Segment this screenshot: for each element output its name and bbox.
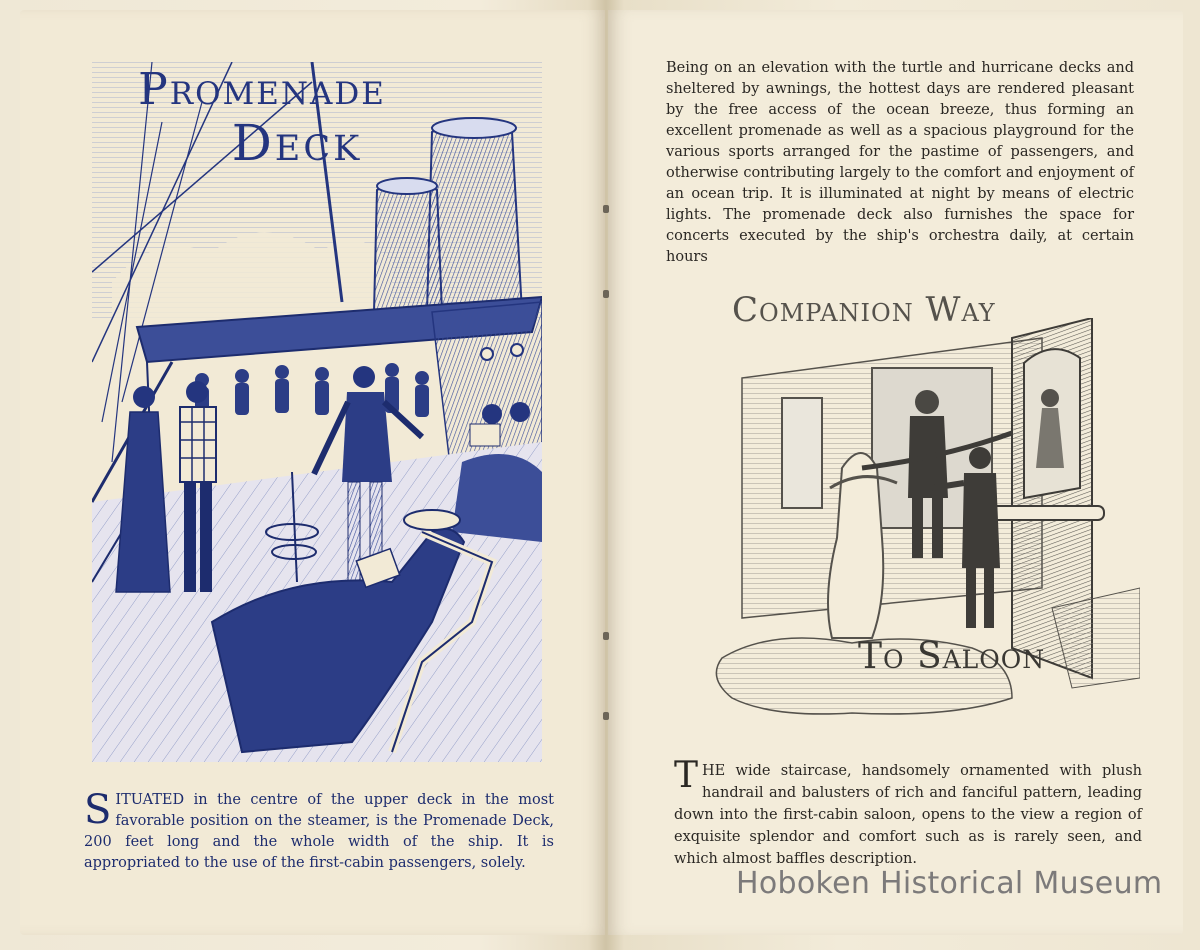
- to-saloon-title: To Saloon: [858, 636, 1046, 677]
- binding-stitch: [603, 632, 609, 640]
- binding-stitch: [603, 712, 609, 720]
- staircase-description: [674, 755, 1142, 870]
- promenade-deck-title: [122, 64, 402, 172]
- museum-watermark: Hoboken Historical Museum: [736, 866, 1163, 901]
- companion-way-title: Companion Way: [732, 290, 996, 330]
- title-line-deck: Deck: [231, 114, 363, 172]
- caption-text: ITUATED in the centre of the upper deck in the most favorable position on the steamer, is the Promenade Deck, 200 feet long and the whole width of the ship. It is appropriated to the use of the first-cabin passengers, solely.: [84, 792, 554, 871]
- promenade-description: [666, 58, 1134, 268]
- binding-stitch: [603, 205, 609, 213]
- promenade-deck-caption: [84, 787, 554, 874]
- title-line-promenade: Promenade: [138, 64, 386, 115]
- drop-cap: T: [674, 755, 699, 796]
- binding-stitch: [603, 290, 609, 298]
- staircase-text: HE wide staircase, handsomely ornamented with plush handrail and balusters of rich and fanciful pattern, leading down into the first-cabin saloon, opens to the view a region of exquisite splendor and comfort such as is rarely seen, and which almost baffles description.: [674, 763, 1142, 867]
- drop-cap: S: [84, 787, 112, 833]
- intro-paragraph: Being on an elevation with the turtle and hurricane decks and sheltered by awnings, the hottest days are rendered pleasant by the free access of the ocean breeze, thus forming an excellent promenade as well as a spacious playground for the various sports arranged for the pastime of passengers, and otherwise contributing largely to the comfort and enjoyment of an ocean trip. It is illuminated at night by means of electric lights. The promenade deck also furnishes the space for concerts executed by the ship's orchestra daily, at certain hours: [666, 60, 1134, 265]
